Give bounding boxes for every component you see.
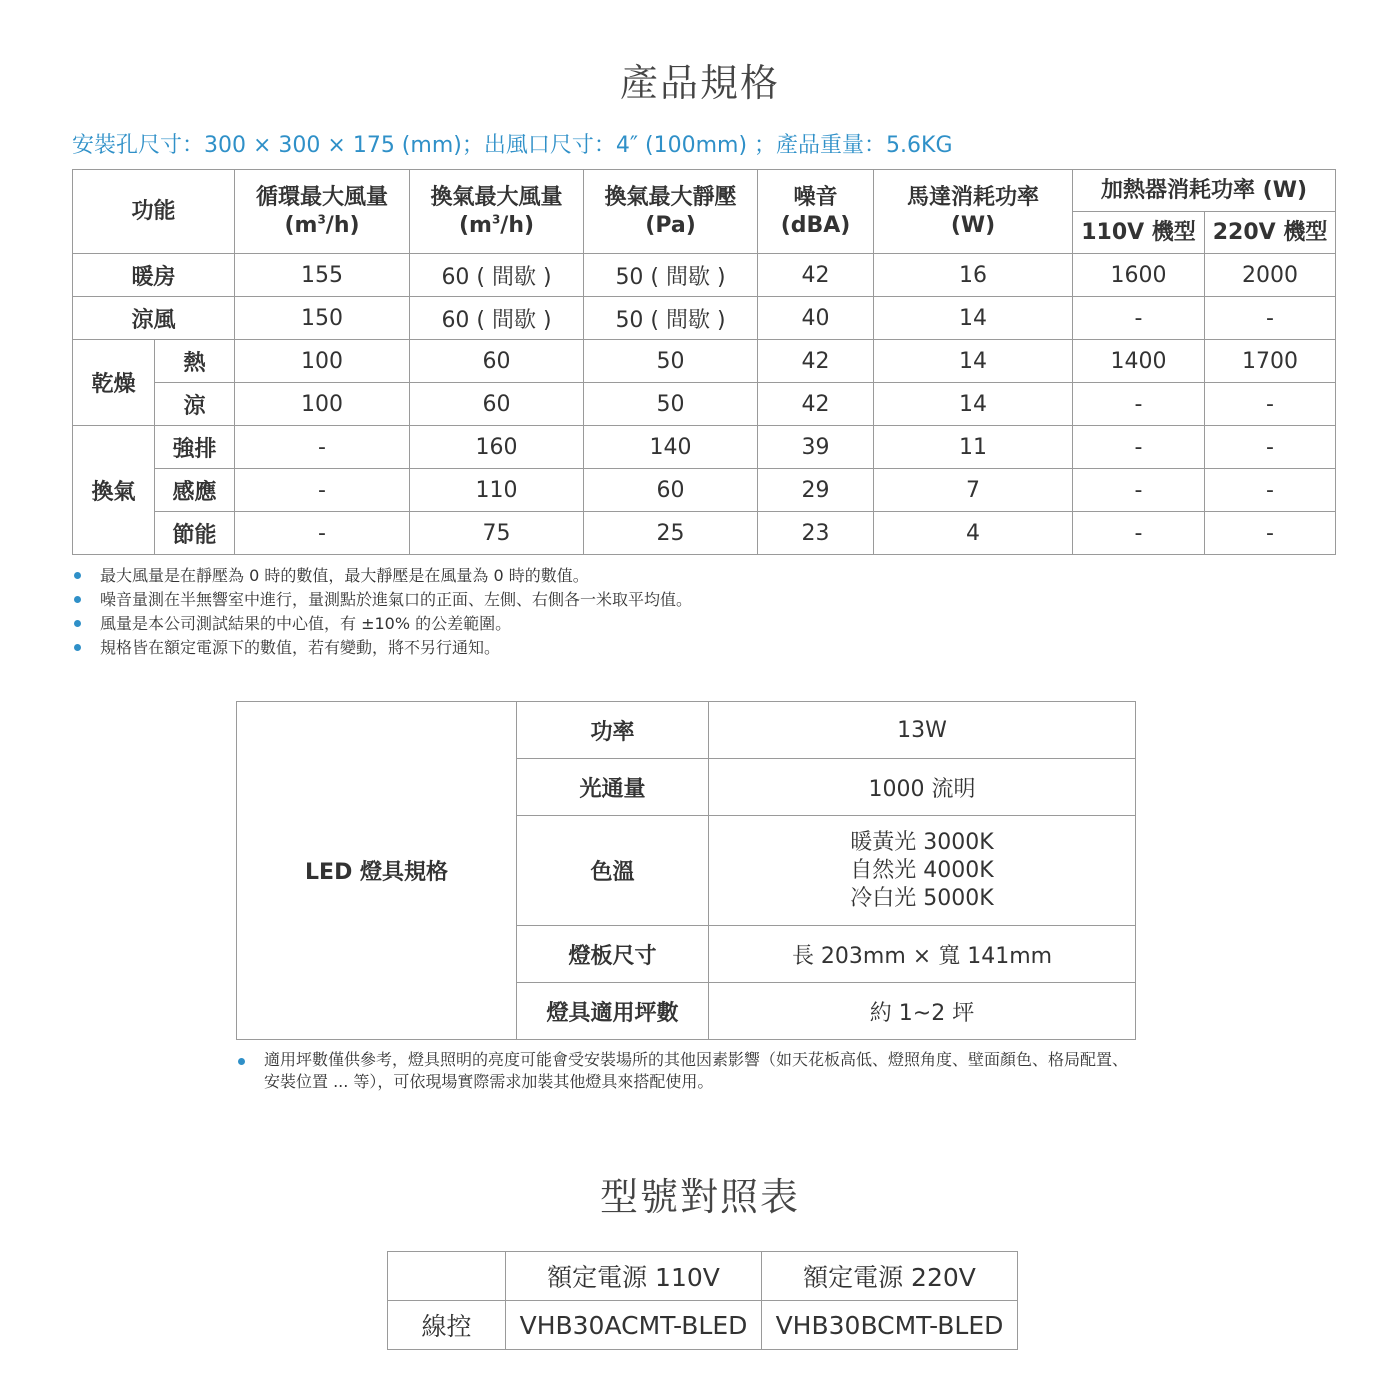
- header-vent-flow-unit: $(m^3/h)$: [458, 212, 535, 238]
- table-row: 涼 100 60 50 42 14 - -: [73, 383, 1336, 426]
- color-temp-values: 暖黃光 3000K 自然光 4000K 冷白光 5000K: [709, 816, 1136, 926]
- model-table: 額定電源 110V 額定電源 220V 線控 VHB30ACMT-BLED VHB30BCMT-BLED: [387, 1251, 1018, 1350]
- spec-table: [72, 169, 1336, 555]
- table-row: 換氣 強排 - 160 140 39 11 - -: [73, 426, 1336, 469]
- led-spec-table: LED 燈具規格 功率 13W 光通量 1000 流明 色溫 暖黃光 3000K 自然光 4000K 冷白光 5000K 燈板尺寸 長 203mm × 寬 141mm 燈具適用坪數 約 1~2 坪: [236, 701, 1136, 1040]
- bullet-dot-icon: [238, 1058, 245, 1065]
- led-heading: LED 燈具規格: [237, 702, 517, 1040]
- header-function: 功能: [73, 170, 235, 254]
- table-row: 暖房 155 60 ( 間歇 ) 50 ( 間歇 ) 42 16 1600 2000: [73, 254, 1336, 297]
- bullet-dot-icon: [74, 620, 81, 627]
- header-heater-220: 220V 機型: [1205, 212, 1336, 254]
- note-item: 最大風量是在靜壓為 0 時的數值，最大靜壓是在風量為 0 時的數值。: [72, 564, 692, 588]
- led-note: 適用坪數僅供參考，燈具照明的亮度可能會受安裝場所的其他因素影響（如天花板高低、燈照角度、壁面顏色、格局配置、安裝位置 ... 等），可依現場實際需求加裝其他燈具來搭配使用。: [236, 1049, 1136, 1093]
- bullet-dot-icon: [74, 644, 81, 651]
- model-title: 型號對照表: [599, 1175, 800, 1219]
- table-row: 涼風 150 60 ( 間歇 ) 50 ( 間歇 ) 40 14 - -: [73, 297, 1336, 340]
- note-item: 規格皆在額定電源下的數值，若有變動，將不另行通知。: [72, 636, 692, 660]
- header-motor-power: 馬達消耗功率 (W): [874, 170, 1073, 254]
- bullet-dot-icon: [74, 572, 81, 579]
- table-row: 節能 - 75 25 23 4 - -: [73, 512, 1336, 555]
- install-spec-line: 安裝孔尺寸：300 × 300 × 175 (mm)；出風口尺寸：4″ (100mm) ；產品重量：5.6KG: [72, 133, 953, 158]
- page-title: 產品規格: [619, 61, 780, 105]
- table-row: 感應 - 110 60 29 7 - -: [73, 469, 1336, 512]
- header-heater-110: 110V 機型: [1073, 212, 1205, 254]
- bullet-dot-icon: [74, 596, 81, 603]
- header-heater-power: 加熱器消耗功率 (W): [1073, 170, 1336, 212]
- header-circ-flow-unit: $(m^3/h)$: [284, 212, 360, 238]
- table-row: 乾燥 熱 100 60 50 42 14 1400 1700: [73, 340, 1336, 383]
- empty-corner: [388, 1252, 506, 1301]
- note-item: 噪音量測在半無響室中進行，量測點於進氣口的正面、左側、右側各一米取平均值。: [72, 588, 692, 612]
- group-vent: 換氣: [73, 426, 155, 555]
- header-noise: 噪音 (dBA): [758, 170, 874, 254]
- note-item: 風量是本公司測試結果的中心值，有 ±10% 的公差範圍。: [72, 612, 692, 636]
- header-vent-flow: 換氣最大風量 $(m^3/h)$: [410, 170, 584, 254]
- spec-notes: [72, 564, 692, 660]
- header-circ-flow: 循環最大風量 $(m^3/h)$: [235, 170, 410, 254]
- group-dry: 乾燥: [73, 340, 155, 426]
- header-static-pressure: 換氣最大靜壓 (Pa): [584, 170, 758, 254]
